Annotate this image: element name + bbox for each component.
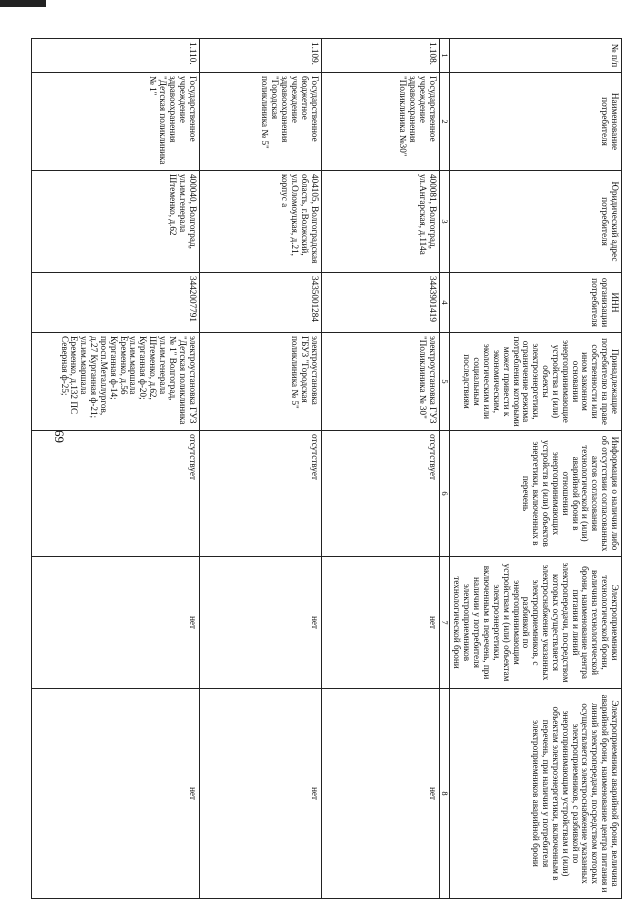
header-cell: Электроприемники аварийной брони, величина аварийной брони, наименование центра питания и линий электропередачи, посредством которых осуществляется электроснабжение указанных электроприемников, с разбивкой по энергопринимающим устройствам и (или) объектам электроэнергетики, включенным в перечень, при наличии у потребителя электроприемников аварийной брони xyxy=(449,689,621,899)
column-number: 1 xyxy=(439,39,449,73)
header-cell: Электроприемники технологической брони, величина технологической брони, наименование центра питания и линий электропередачи, посредством которых осуществляется электроснабжение указанных электроприемников, с разбивкой по энергопринимающим устройствам и (или) объектам электроэнергетики, включенным в перечень, при наличии у потребителя электроприемников технологической брони xyxy=(449,557,621,689)
column-number: 7 xyxy=(439,557,449,689)
emergency-reserve: нет xyxy=(199,689,321,899)
consumer-address: 400040, Волгоград, ул.им.генерала Штеменко, д.62 xyxy=(31,171,199,273)
header-cell: ИНН организации потребителя xyxy=(449,273,621,333)
header-cell: Наименование потребителя xyxy=(449,73,621,171)
scan-mark xyxy=(0,0,46,7)
consumer-devices: электроустановка ГБУЗ "Городская поликлиника № 5" xyxy=(199,333,321,431)
acts-info: отсутствует xyxy=(31,431,199,557)
tech-reserve: нет xyxy=(31,557,199,689)
tech-reserve: нет xyxy=(321,557,439,689)
row-number: 1.108. xyxy=(321,39,439,73)
consumer-devices: электроустановка ГУЗ "Поликлиника № 30" xyxy=(321,333,439,431)
column-number: 2 xyxy=(439,73,449,171)
consumer-inn: 3443901419 xyxy=(321,273,439,333)
header-cell: № п/п xyxy=(449,39,621,73)
consumer-inn: 3435001284 xyxy=(199,273,321,333)
table-header-row xyxy=(449,39,621,899)
column-number-row xyxy=(439,39,449,899)
header-cell: Принадлежащие потребителю на праве собственности или ином законном основании энергопринимающие устройства и (или) объекты электроэнергетики, ограничение режима потребления которыми может привести к экономическим, экологическим или социальным последствиям xyxy=(449,333,621,431)
table-row xyxy=(321,39,439,899)
row-number: 1.110. xyxy=(31,39,199,73)
column-number: 3 xyxy=(439,171,449,273)
consumers-table xyxy=(31,38,622,899)
column-number: 6 xyxy=(439,431,449,557)
consumer-address: 404105, Волгоградская область, г.Волжский, ул.Оломоуцкая, д.21, корпус а xyxy=(199,171,321,273)
column-number: 5 xyxy=(439,333,449,431)
consumer-name: Государственное учреждение здравоохранения "Детская поликлиника № 1" xyxy=(31,73,199,171)
acts-info: отсутствует xyxy=(321,431,439,557)
table-row xyxy=(199,39,321,899)
tech-reserve: нет xyxy=(199,557,321,689)
rotated-table-container xyxy=(37,38,622,898)
consumer-inn: 3442007791 xyxy=(31,273,199,333)
consumer-devices: электроустановка ГУЗ "Детская поликлиника № 1" Волгоград, ул.им.генерала Штеменко, д.62, Курганная ф-20; ул.им.маршала Еременко, д.56 Курганная ф-14; просп.Металлургов, д.27 Курганная ф-21; ул.им.маршала Еременко, д.132 ПС Северная ф-25; xyxy=(31,333,199,431)
row-number: 1.109. xyxy=(199,39,321,73)
consumer-name: Государственное учреждение здравоохранения "Поликлиника №30" xyxy=(321,73,439,171)
consumer-address: 400081, Волгоград, ул.Ангарская, д.114а xyxy=(321,171,439,273)
table-row xyxy=(31,39,199,899)
page-number: 69 xyxy=(52,430,67,443)
consumer-name: Государственное бюджетное учреждение здравоохранения "Городская поликлиника № 5" xyxy=(199,73,321,171)
column-number: 8 xyxy=(439,689,449,899)
emergency-reserve: нет xyxy=(321,689,439,899)
header-cell: Информация о наличии либо об отсутствии согласованных актов согласования технологической и (или) аварийной брони в отношении энергопринимающих устройств и (или) объектов энергетики, включенных в перечень xyxy=(449,431,621,557)
column-number: 4 xyxy=(439,273,449,333)
header-cell: Юридический адрес потребителя xyxy=(449,171,621,273)
acts-info: отсутствует xyxy=(199,431,321,557)
emergency-reserve: нет xyxy=(31,689,199,899)
